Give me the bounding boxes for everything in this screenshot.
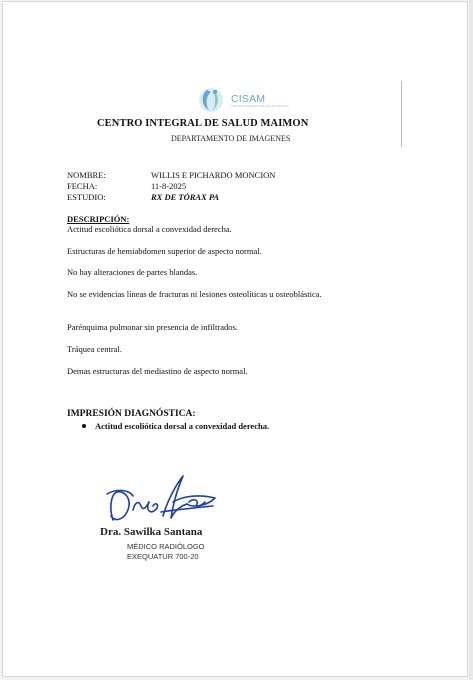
patient-info bbox=[67, 170, 275, 203]
document-page bbox=[2, 1, 468, 677]
name-row bbox=[67, 170, 275, 181]
doctor-role: MÉDICO RADIÓLOGO bbox=[127, 542, 205, 551]
name-label: NOMBRE: bbox=[67, 170, 106, 180]
date-row bbox=[67, 181, 275, 192]
date-label: FECHA: bbox=[67, 181, 98, 191]
study-row bbox=[67, 192, 275, 203]
viewer-edge bbox=[469, 0, 473, 680]
page-margin-line bbox=[401, 81, 402, 147]
finding-paragraph: Demas estructuras del mediastino de aspecto normal. bbox=[67, 366, 248, 376]
clinic-title: CENTRO INTEGRAL DE SALUD MAIMON bbox=[97, 118, 309, 129]
department-title: DEPARTAMENTO DE IMAGENES bbox=[171, 134, 291, 143]
logo-text: CISAM bbox=[231, 93, 266, 105]
impression-item: Actitud escoliótica dorsal a convexidad derecha. bbox=[95, 421, 270, 431]
doctor-name: Dra. Sawilka Santana bbox=[100, 526, 203, 538]
bullet-icon bbox=[82, 424, 86, 428]
doctor-exequatur: EXEQUATUR 700-20 bbox=[127, 552, 199, 561]
impression-heading: IMPRESIÓN DIAGNÓSTICA: bbox=[67, 409, 196, 419]
finding-paragraph: No se evidencias líneas de fracturas ni lesiones osteolíticas u osteoblástica. bbox=[67, 289, 322, 299]
finding-paragraph: Estructuras de hemiabdomen superior de aspecto normal. bbox=[67, 246, 262, 256]
clinic-logo bbox=[191, 82, 289, 118]
finding-paragraph: No hay alteraciones de partes blandas. bbox=[67, 267, 198, 277]
finding-paragraph: Tráquea central. bbox=[67, 344, 122, 354]
logo-subtext: CENTRO INTEGRAL DE SALUD MAIMON bbox=[231, 104, 289, 108]
study-label: ESTUDIO: bbox=[67, 192, 106, 202]
logo-emblem-icon bbox=[191, 82, 231, 118]
description-heading: DESCRIPCIÓN: bbox=[67, 214, 130, 224]
name-value: WILLIS E PICHARDO MONCION bbox=[151, 170, 276, 180]
handwritten-signature bbox=[103, 472, 223, 528]
finding-paragraph: Parénquima pulmonar sin presencia de infiltrados. bbox=[67, 322, 238, 332]
finding-paragraph: Actitud escoliótica dorsal a convexidad derecha. bbox=[67, 224, 232, 234]
date-value: 11-8-2025 bbox=[151, 181, 187, 191]
study-value: RX DE TÓRAX PA bbox=[151, 192, 220, 202]
